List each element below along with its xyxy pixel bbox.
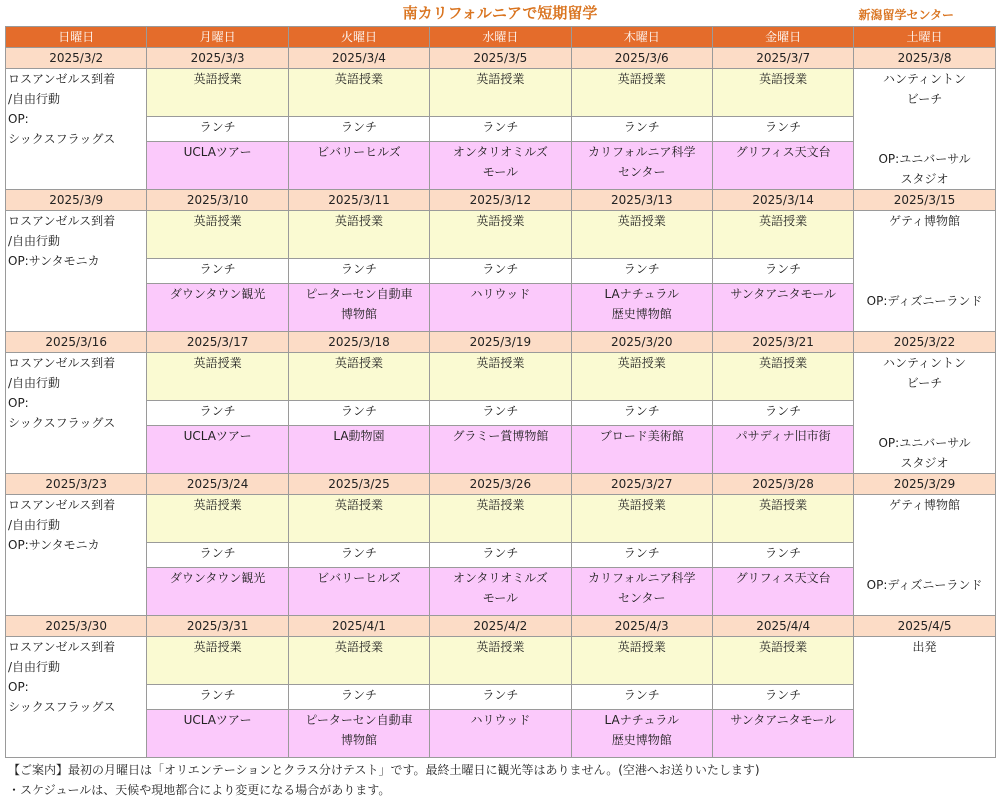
- date-cell: 2025/4/4: [712, 616, 853, 637]
- activity-cell-line: グリフィス天文台: [735, 570, 831, 585]
- lunch-cell: ランチ: [430, 401, 571, 426]
- saturday-cell-line: OP:ディズニーランド: [866, 294, 983, 308]
- class-cell: 英語授業: [430, 211, 571, 259]
- date-cell: 2025/3/9: [6, 190, 147, 211]
- activity-cell-line: UCLAツアー: [183, 428, 252, 443]
- saturday-cell-line: [856, 393, 992, 413]
- saturday-cell-line: ゲティ博物館: [889, 214, 961, 228]
- activity-cell-line: ダウンタウン観光: [169, 570, 266, 585]
- saturday-cell-line: [856, 555, 992, 575]
- activity-cell-line: モール: [482, 164, 518, 179]
- date-cell: 2025/3/6: [571, 48, 712, 69]
- activity-cell-line: [432, 730, 568, 750]
- activity-cell: [571, 283, 712, 331]
- activity-cell-line: 博物館: [340, 306, 377, 321]
- lunch-cell: ランチ: [712, 685, 853, 710]
- class-row: [6, 211, 996, 259]
- activity-cell-line: [715, 304, 851, 324]
- lunch-row: [6, 401, 996, 426]
- saturday-cell-line: 出発: [912, 640, 937, 654]
- activity-cell-line: ブロード美術館: [599, 428, 684, 443]
- lunch-cell: ランチ: [147, 543, 288, 568]
- date-cell: 2025/3/11: [288, 190, 429, 211]
- lunch-cell: ランチ: [712, 401, 853, 426]
- activity-cell-line: 歴史博物館: [611, 732, 672, 747]
- sunday-cell-line: ロスアンゼルス到着: [8, 356, 116, 370]
- class-cell: 英語授業: [712, 69, 853, 117]
- saturday-cell: [854, 495, 995, 616]
- activity-cell-line: [149, 304, 285, 324]
- lunch-cell: ランチ: [571, 117, 712, 142]
- activity-cell: [712, 567, 853, 615]
- class-cell: 英語授業: [147, 69, 288, 117]
- day-header: 月曜日: [147, 27, 288, 48]
- class-cell: 英語授業: [712, 495, 853, 543]
- lunch-row: [6, 259, 996, 284]
- activity-cell: [571, 567, 712, 615]
- schedule-body: [6, 48, 996, 758]
- lunch-cell: ランチ: [288, 685, 429, 710]
- notes: [8, 760, 1000, 800]
- date-cell: 2025/3/20: [571, 332, 712, 353]
- activity-cell-line: [715, 446, 851, 466]
- lunch-cell: ランチ: [288, 117, 429, 142]
- activity-cell-line: センター: [617, 590, 666, 605]
- activity-cell-line: [291, 588, 427, 608]
- activity-cell-line: LA動物園: [333, 428, 385, 443]
- activity-cell-line: UCLAツアー: [183, 712, 252, 727]
- date-cell: 2025/3/13: [571, 190, 712, 211]
- date-cell: 2025/3/3: [147, 48, 288, 69]
- date-cell: 2025/3/22: [854, 332, 995, 353]
- lunch-cell: ランチ: [571, 543, 712, 568]
- date-cell: 2025/3/8: [854, 48, 995, 69]
- activity-cell: [288, 141, 429, 189]
- activity-cell-line: ピーターセン自動車: [305, 286, 413, 301]
- lunch-row: [6, 685, 996, 710]
- organization-name: 新潟留学センター: [858, 8, 954, 22]
- class-row: [6, 69, 996, 117]
- saturday-cell-line: [856, 413, 992, 433]
- date-row: [6, 332, 996, 353]
- saturday-cell-line: ビーチ: [906, 376, 943, 390]
- class-row: [6, 353, 996, 401]
- class-cell: 英語授業: [147, 637, 288, 685]
- sunday-cell: [6, 637, 147, 758]
- lunch-cell: ランチ: [430, 259, 571, 284]
- saturday-cell: [854, 211, 995, 332]
- saturday-cell-line: ハンティントン: [883, 356, 967, 370]
- activity-row: [6, 283, 996, 331]
- activity-cell: [712, 709, 853, 757]
- lunch-cell: ランチ: [430, 117, 571, 142]
- date-cell: 2025/3/23: [6, 474, 147, 495]
- activity-cell: [288, 709, 429, 757]
- date-cell: 2025/3/5: [430, 48, 571, 69]
- date-cell: 2025/4/1: [288, 616, 429, 637]
- lunch-cell: ランチ: [430, 685, 571, 710]
- sunday-cell-line: ロスアンゼルス到着: [8, 72, 116, 86]
- class-cell: 英語授業: [712, 353, 853, 401]
- activity-cell: [430, 709, 571, 757]
- activity-cell: [147, 283, 288, 331]
- saturday-cell-line: [856, 737, 992, 757]
- class-cell: 英語授業: [571, 353, 712, 401]
- sunday-cell: [6, 69, 147, 190]
- activity-cell: [712, 141, 853, 189]
- saturday-cell-line: ゲティ博物館: [889, 498, 961, 512]
- saturday-cell-line: OP:ユニバーサル: [878, 436, 971, 450]
- sunday-cell: [6, 353, 147, 474]
- sunday-cell-line: [8, 555, 144, 575]
- sunday-cell-line: シックスフラッグス: [8, 700, 116, 714]
- lunch-cell: ランチ: [288, 543, 429, 568]
- activity-cell: [147, 141, 288, 189]
- date-cell: 2025/3/12: [430, 190, 571, 211]
- saturday-cell-line: [856, 677, 992, 697]
- activity-cell: [288, 283, 429, 331]
- saturday-cell-line: [856, 515, 992, 535]
- activity-row: [6, 425, 996, 473]
- date-cell: 2025/3/15: [854, 190, 995, 211]
- activity-cell-line: ピーターセン自動車: [305, 712, 413, 727]
- activity-cell: [430, 567, 571, 615]
- activity-cell-line: オンタリオミルズ: [452, 144, 548, 159]
- schedule-table: [5, 26, 996, 758]
- activity-row: [6, 709, 996, 757]
- activity-cell-line: パサディナ旧市街: [735, 428, 831, 443]
- activity-cell: [571, 425, 712, 473]
- class-cell: 英語授業: [571, 495, 712, 543]
- class-cell: 英語授業: [288, 637, 429, 685]
- activity-cell-line: [715, 162, 851, 182]
- activity-cell-line: [291, 446, 427, 466]
- lunch-cell: ランチ: [430, 543, 571, 568]
- class-cell: 英語授業: [147, 495, 288, 543]
- date-row: [6, 190, 996, 211]
- activity-cell: [147, 425, 288, 473]
- lunch-cell: ランチ: [147, 685, 288, 710]
- sunday-cell: [6, 495, 147, 616]
- activity-cell-line: 歴史博物館: [611, 306, 672, 321]
- activity-row: [6, 141, 996, 189]
- saturday-cell-line: [856, 129, 992, 149]
- activity-row: [6, 567, 996, 615]
- activity-cell: [147, 709, 288, 757]
- date-cell: 2025/3/10: [147, 190, 288, 211]
- activity-cell-line: ビバリーヒルズ: [317, 144, 401, 159]
- class-cell: 英語授業: [571, 69, 712, 117]
- saturday-cell-line: [856, 311, 992, 331]
- class-cell: 英語授業: [288, 211, 429, 259]
- activity-cell-line: [291, 162, 427, 182]
- page-title: 南カリフォルニアで短期留学: [402, 4, 598, 22]
- class-cell: 英語授業: [288, 353, 429, 401]
- class-cell: 英語授業: [430, 637, 571, 685]
- lunch-cell: ランチ: [712, 117, 853, 142]
- activity-cell-line: サンタアニタモール: [730, 286, 836, 301]
- activity-cell: [712, 283, 853, 331]
- saturday-cell-line: ビーチ: [906, 92, 943, 106]
- activity-cell-line: モール: [482, 590, 518, 605]
- saturday-cell: [854, 637, 995, 758]
- class-cell: 英語授業: [430, 495, 571, 543]
- class-cell: 英語授業: [571, 637, 712, 685]
- date-cell: 2025/4/2: [430, 616, 571, 637]
- activity-cell: [430, 141, 571, 189]
- activity-cell-line: ハリウッド: [470, 286, 531, 301]
- day-header: 土曜日: [854, 27, 995, 48]
- class-cell: 英語授業: [712, 211, 853, 259]
- sunday-cell-line: [8, 271, 144, 291]
- saturday-cell-line: ハンティントン: [883, 72, 967, 86]
- lunch-cell: ランチ: [571, 685, 712, 710]
- class-cell: 英語授業: [147, 211, 288, 259]
- date-row: [6, 474, 996, 495]
- saturday-cell: [854, 69, 995, 190]
- activity-cell-line: [432, 446, 568, 466]
- activity-cell-line: [574, 446, 710, 466]
- sunday-cell-line: OP:: [8, 680, 29, 694]
- date-cell: 2025/3/17: [147, 332, 288, 353]
- saturday-cell-line: [856, 535, 992, 555]
- activity-cell: [147, 567, 288, 615]
- class-cell: 英語授業: [571, 211, 712, 259]
- date-cell: 2025/3/21: [712, 332, 853, 353]
- date-cell: 2025/3/7: [712, 48, 853, 69]
- saturday-cell-line: スタジオ: [900, 172, 949, 186]
- activity-cell-line: カリフォルニア科学: [588, 144, 696, 159]
- date-cell: 2025/3/19: [430, 332, 571, 353]
- activity-cell: [430, 283, 571, 331]
- lunch-cell: ランチ: [288, 401, 429, 426]
- date-cell: 2025/3/27: [571, 474, 712, 495]
- saturday-cell-line: OP:ユニバーサル: [878, 152, 971, 166]
- activity-cell-line: カリフォルニア科学: [588, 570, 696, 585]
- activity-cell-line: グリフィス天文台: [735, 144, 831, 159]
- class-cell: 英語授業: [430, 69, 571, 117]
- lunch-cell: ランチ: [712, 543, 853, 568]
- activity-cell: [430, 425, 571, 473]
- class-cell: 英語授業: [288, 69, 429, 117]
- lunch-cell: ランチ: [147, 117, 288, 142]
- sunday-cell-line: /自由行動: [8, 234, 61, 248]
- date-cell: 2025/3/25: [288, 474, 429, 495]
- activity-cell: [288, 567, 429, 615]
- saturday-cell: [854, 353, 995, 474]
- saturday-cell-line: [856, 697, 992, 717]
- saturday-cell-line: [856, 271, 992, 291]
- day-header: 火曜日: [288, 27, 429, 48]
- sunday-cell-line: /自由行動: [8, 518, 61, 532]
- sunday-cell-line: シックスフラッグス: [8, 132, 116, 146]
- class-cell: 英語授業: [288, 495, 429, 543]
- saturday-cell-line: [856, 595, 992, 615]
- activity-cell-line: LAナチュラル: [604, 286, 679, 301]
- class-row: [6, 637, 996, 685]
- activity-cell: [571, 141, 712, 189]
- sunday-cell-line: OP:: [8, 396, 29, 410]
- activity-cell-line: UCLAツアー: [183, 144, 252, 159]
- sunday-cell-line: /自由行動: [8, 92, 61, 106]
- day-header: 水曜日: [430, 27, 571, 48]
- activity-cell-line: [715, 730, 851, 750]
- sunday-cell-line: /自由行動: [8, 376, 61, 390]
- lunch-cell: ランチ: [147, 401, 288, 426]
- lunch-row: [6, 117, 996, 142]
- saturday-cell-line: OP:ディズニーランド: [866, 578, 983, 592]
- date-cell: 2025/3/31: [147, 616, 288, 637]
- activity-cell-line: オンタリオミルズ: [452, 570, 548, 585]
- activity-cell-line: LAナチュラル: [604, 712, 679, 727]
- activity-cell: [571, 709, 712, 757]
- lunch-cell: ランチ: [147, 259, 288, 284]
- date-row: [6, 616, 996, 637]
- activity-cell-line: [149, 588, 285, 608]
- activity-cell-line: グラミー賞博物館: [452, 428, 549, 443]
- activity-cell-line: [149, 446, 285, 466]
- note-line: ・スケジュールは、天候や現地都合により変更になる場合があります。: [8, 783, 391, 797]
- date-cell: 2025/3/26: [430, 474, 571, 495]
- sunday-cell-line: シックスフラッグス: [8, 416, 116, 430]
- activity-cell-line: [715, 588, 851, 608]
- date-cell: 2025/3/14: [712, 190, 853, 211]
- sunday-cell-line: OP:サンタモニカ: [8, 538, 100, 552]
- day-header: 木曜日: [571, 27, 712, 48]
- date-cell: 2025/3/29: [854, 474, 995, 495]
- lunch-cell: ランチ: [712, 259, 853, 284]
- day-header-row: [6, 27, 996, 48]
- date-cell: 2025/3/4: [288, 48, 429, 69]
- saturday-cell-line: スタジオ: [900, 456, 949, 470]
- saturday-cell-line: [856, 657, 992, 677]
- date-row: [6, 48, 996, 69]
- lunch-cell: ランチ: [288, 259, 429, 284]
- lunch-row: [6, 543, 996, 568]
- date-cell: 2025/3/18: [288, 332, 429, 353]
- sunday-cell-line: ロスアンゼルス到着: [8, 498, 116, 512]
- date-cell: 2025/3/28: [712, 474, 853, 495]
- sunday-cell-line: OP:サンタモニカ: [8, 254, 100, 268]
- date-cell: 2025/4/3: [571, 616, 712, 637]
- activity-cell-line: ビバリーヒルズ: [317, 570, 401, 585]
- activity-cell-line: [432, 304, 568, 324]
- saturday-cell-line: [856, 251, 992, 271]
- activity-cell: [712, 425, 853, 473]
- activity-cell-line: [149, 730, 285, 750]
- class-cell: 英語授業: [712, 637, 853, 685]
- date-cell: 2025/4/5: [854, 616, 995, 637]
- lunch-cell: ランチ: [571, 259, 712, 284]
- lunch-cell: ランチ: [571, 401, 712, 426]
- saturday-cell-line: [856, 717, 992, 737]
- sunday-cell-line: /自由行動: [8, 660, 61, 674]
- class-row: [6, 495, 996, 543]
- sunday-cell-line: ロスアンゼルス到着: [8, 214, 116, 228]
- activity-cell-line: ハリウッド: [470, 712, 531, 727]
- saturday-cell-line: [856, 109, 992, 129]
- saturday-cell-line: [856, 231, 992, 251]
- page-header: [0, 0, 1000, 26]
- activity-cell: [288, 425, 429, 473]
- day-header: 日曜日: [6, 27, 147, 48]
- date-cell: 2025/3/16: [6, 332, 147, 353]
- class-cell: 英語授業: [147, 353, 288, 401]
- sunday-cell-line: OP:: [8, 112, 29, 126]
- activity-cell-line: ダウンタウン観光: [169, 286, 266, 301]
- note-line: 【ご案内】最初の月曜日は「オリエンテーションとクラス分けテスト」です。最終土曜日に観光等はありません。(空港へお送りいたします): [8, 763, 760, 777]
- day-header: 金曜日: [712, 27, 853, 48]
- activity-cell-line: [149, 162, 285, 182]
- class-cell: 英語授業: [430, 353, 571, 401]
- sunday-cell: [6, 211, 147, 332]
- activity-cell-line: 博物館: [340, 732, 377, 747]
- sunday-cell-line: ロスアンゼルス到着: [8, 640, 116, 654]
- activity-cell-line: センター: [617, 164, 666, 179]
- activity-cell-line: サンタアニタモール: [730, 712, 836, 727]
- date-cell: 2025/3/2: [6, 48, 147, 69]
- date-cell: 2025/3/24: [147, 474, 288, 495]
- date-cell: 2025/3/30: [6, 616, 147, 637]
